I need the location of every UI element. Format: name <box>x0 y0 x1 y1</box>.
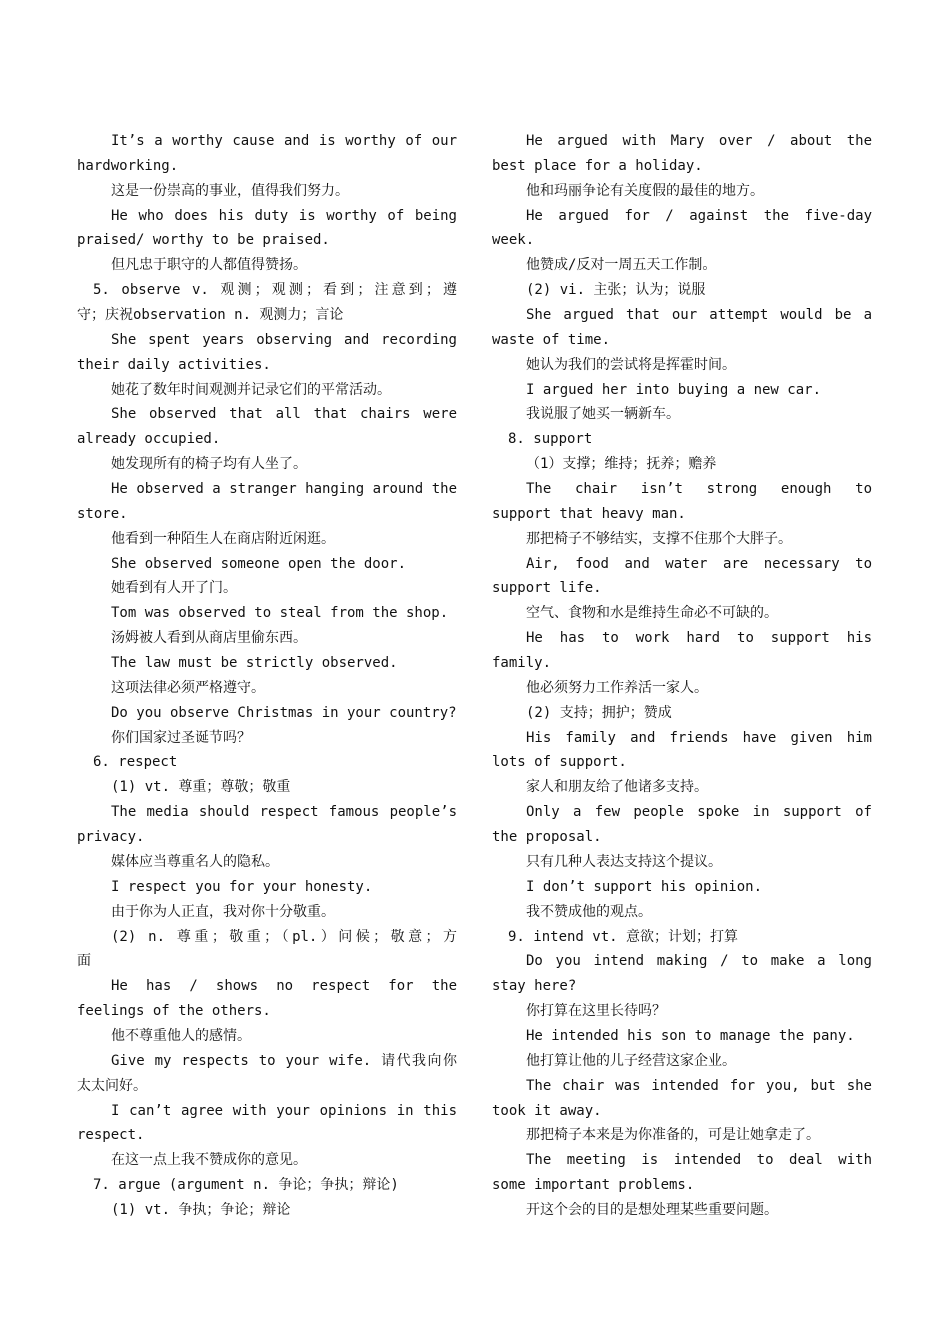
text-line: 这是一份崇高的事业，值得我们努力。 <box>111 182 349 199</box>
text-line: privacy. <box>77 829 145 846</box>
text-line: 家人和朋友给了他诸多支持。 <box>526 779 708 796</box>
text-line: She observed someone open the door. <box>111 555 407 572</box>
text-line: respect. <box>77 1127 145 1144</box>
text-line: stay here? <box>492 978 577 995</box>
text-line: 空气、食物和水是维持生命必不可缺的。 <box>526 605 778 622</box>
text-line: 这项法律必须严格遵守。 <box>111 679 265 696</box>
text-line: （1）支撑；维持；抚养；赡养 <box>526 456 717 473</box>
text-line: 但凡忠于职守的人都值得赞扬。 <box>111 257 307 274</box>
text-line: 守；庆祝observation n. 观测力；言论 <box>77 307 344 324</box>
text-line: 媒体应当尊重名人的隐私。 <box>111 853 279 870</box>
text-line: (2) vi. 主张；认为；说服 <box>526 282 706 299</box>
text-line: 7. argue (argument n. 争论；争执；辩论) <box>93 1177 399 1194</box>
text-line: store. <box>77 505 128 522</box>
left-column <box>77 129 457 1223</box>
text-line: He argued with Mary over / about the <box>526 133 872 149</box>
text-line: I argued her into buying a new car. <box>526 381 822 398</box>
text-line: His family and friends have given him <box>526 729 872 746</box>
text-line: waste of time. <box>492 331 611 348</box>
text-line: Give my respects to your wife. 请代我向你 <box>111 1052 457 1069</box>
text-line: week. <box>492 232 535 249</box>
text-line: She observed that all that chairs were <box>111 406 457 423</box>
text-line: already occupied. <box>77 431 221 448</box>
text-line: Air, food and water are necessary to <box>526 555 872 572</box>
text-line: 那把椅子本来是为你准备的，可是让她拿走了。 <box>526 1127 820 1144</box>
text-line: (2) n. 尊重；敬重；（pl.）问候；敬意；方 <box>111 928 457 945</box>
text-line: 太太问好。 <box>77 1077 147 1094</box>
text-line: The chair isn’t strong enough to <box>526 481 872 498</box>
text-line: 汤姆被人看到从商店里偷东西。 <box>111 630 307 647</box>
text-line: Do you intend making / to make a long <box>526 953 872 970</box>
text-line: 我说服了她买一辆新车。 <box>526 406 680 423</box>
text-line: 开这个会的目的是想处理某些重要问题。 <box>526 1201 778 1218</box>
text-line: the proposal. <box>492 829 602 846</box>
text-line: their daily activities. <box>77 356 271 373</box>
text-line: 你们国家过圣诞节吗？ <box>111 729 251 746</box>
text-line: 8. support <box>508 431 593 448</box>
text-line: 9. intend vt. 意欲；计划；打算 <box>508 928 739 945</box>
text-line: hardworking. <box>77 157 179 174</box>
text-line: some important problems. <box>492 1177 695 1194</box>
text-line: I can’t agree with your opinions in this <box>111 1102 457 1119</box>
text-line: He argued for / against the five-day <box>526 207 872 224</box>
text-line: feelings of the others. <box>77 1003 271 1020</box>
text-line: (1) vt. 尊重；尊敬；敬重 <box>111 779 291 796</box>
text-line: support that heavy man. <box>492 505 686 522</box>
text-line: 他看到一种陌生人在商店附近闲逛。 <box>111 530 335 547</box>
text-line: support life. <box>492 580 602 597</box>
text-line: 6. respect <box>93 754 178 771</box>
text-line: Only a few people spoke in support of <box>526 804 872 821</box>
text-line: He who does his duty is worthy of being <box>111 207 457 224</box>
text-line: 那把椅子不够结实，支撑不住那个大胖子。 <box>526 530 792 547</box>
text-line: 他不尊重他人的感情。 <box>111 1027 251 1044</box>
right-column <box>492 129 872 1223</box>
text-line: family. <box>492 655 552 672</box>
text-line: (2) 支持；拥护；赞成 <box>526 704 672 721</box>
text-line: She spent years observing and recording <box>111 331 457 348</box>
text-line: 他赞成/反对一周五天工作制。 <box>526 257 717 274</box>
text-line: took it away. <box>492 1102 602 1119</box>
text-line: The media should respect famous people’s <box>111 804 457 821</box>
text-line: He observed a stranger hanging around the <box>111 481 457 498</box>
text-line: best place for a holiday. <box>492 157 703 174</box>
text-line: The meeting is intended to deal with <box>526 1152 872 1169</box>
text-line: The law must be strictly observed. <box>111 655 398 672</box>
text-line: I respect you for your honesty. <box>111 878 373 895</box>
text-line: 她看到有人开了门。 <box>111 580 237 597</box>
text-line: He has / shows no respect for the <box>111 978 457 995</box>
text-line: He intended his son to manage the pany. <box>526 1027 855 1044</box>
text-line: I don’t support his opinion. <box>526 878 763 895</box>
text-line: She argued that our attempt would be a <box>526 307 872 324</box>
text-line: 只有几种人表达支持这个提议。 <box>526 853 722 870</box>
text-line: It’s a worthy cause and is worthy of our <box>111 133 457 149</box>
text-line: 在这一点上我不赞成你的意见。 <box>111 1152 307 1169</box>
text-line: 他打算让他的儿子经营这家企业。 <box>526 1052 736 1069</box>
text-line: 她花了数年时间观测并记录它们的平常活动。 <box>111 381 391 398</box>
text-line: 我不赞成他的观点。 <box>526 903 652 920</box>
text-line: 由于你为人正直，我对你十分敬重。 <box>111 903 335 920</box>
text-line: (1) vt. 争执；争论；辩论 <box>111 1201 291 1218</box>
text-line: 他和玛丽争论有关度假的最佳的地方。 <box>526 182 764 199</box>
text-line: Tom was observed to steal from the shop. <box>111 605 449 622</box>
text-line: praised/ worthy to be praised. <box>77 232 330 249</box>
text-line: Do you observe Christmas in your country? <box>111 704 457 721</box>
text-line: 5. observe v. 观测；观测；看到；注意到；遵 <box>93 282 457 299</box>
text-line: lots of support. <box>492 754 627 771</box>
text-line: 面 <box>77 953 91 970</box>
text-line: The chair was intended for you, but she <box>526 1077 872 1094</box>
text-line: 她认为我们的尝试将是挥霍时间。 <box>526 356 736 373</box>
text-line: 他必须努力工作养活一家人。 <box>526 679 708 696</box>
text-line: 你打算在这里长待吗？ <box>526 1003 666 1020</box>
text-line: He has to work hard to support his <box>526 630 872 647</box>
text-line: 她发现所有的椅子均有人坐了。 <box>111 456 307 473</box>
